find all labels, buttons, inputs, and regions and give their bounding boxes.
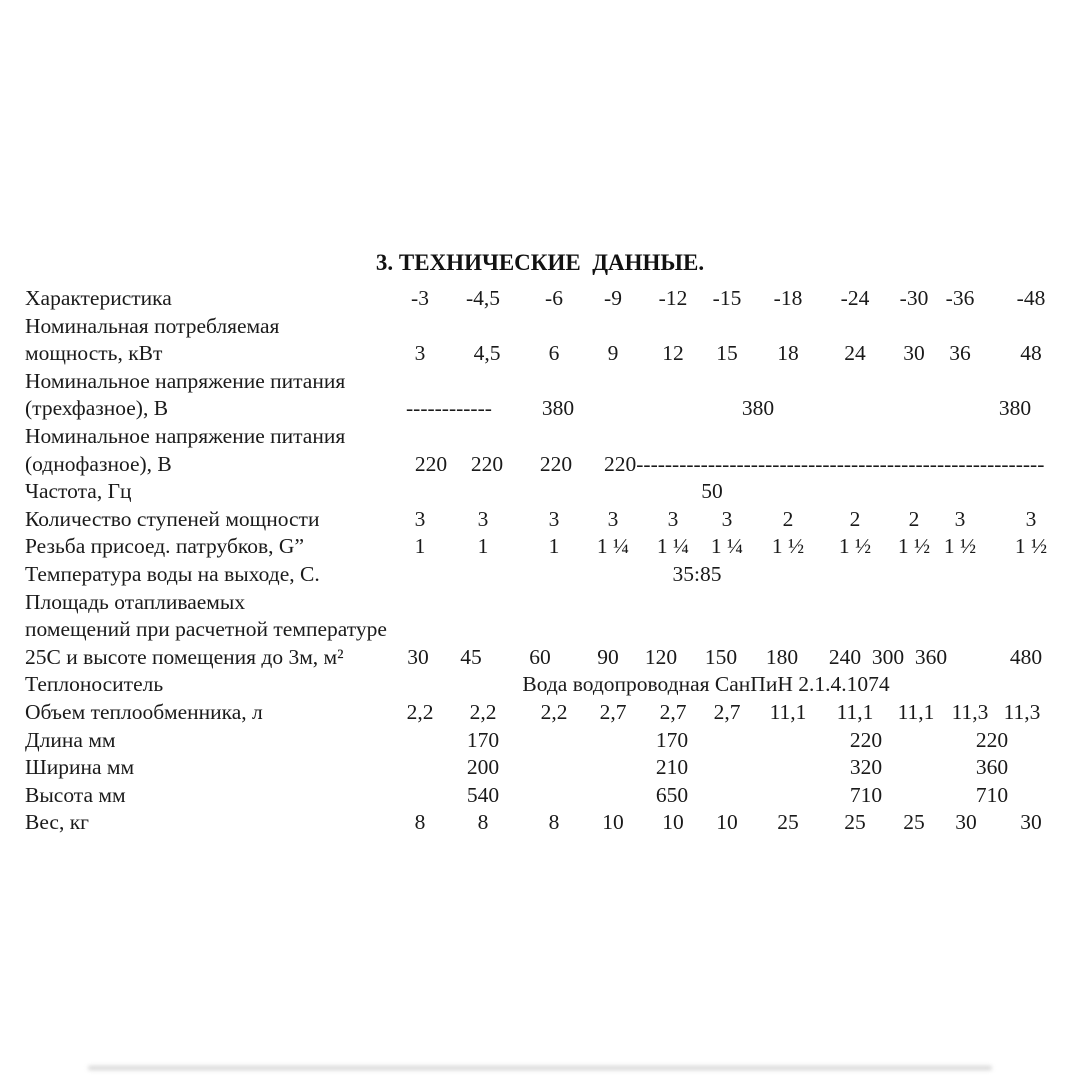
table-cell: 220 bbox=[539, 451, 573, 476]
table-row bbox=[0, 643, 1080, 671]
table-cell: 480 bbox=[1009, 644, 1043, 669]
table-cell: 3 bbox=[607, 506, 619, 531]
table-cell: 220 bbox=[975, 727, 1009, 752]
row-label: Площадь отапливаемых bbox=[25, 589, 246, 614]
table-cell: -36 bbox=[945, 286, 975, 310]
table-cell: 11,1 bbox=[897, 700, 935, 724]
table-row bbox=[0, 284, 1080, 312]
table-cell: -6 bbox=[545, 286, 563, 310]
table-cell: 48 bbox=[1020, 341, 1042, 366]
row-label: Количество ступеней мощности bbox=[25, 506, 320, 531]
table-cell: 180 bbox=[765, 644, 799, 669]
table-row bbox=[0, 781, 1080, 809]
table-row bbox=[0, 753, 1080, 781]
table-cell: 2,7 bbox=[659, 700, 687, 724]
table-cell: -24 bbox=[840, 286, 870, 310]
table-row bbox=[0, 615, 1080, 643]
table-cell: 1 bbox=[414, 534, 426, 559]
table-cell: 710 bbox=[849, 782, 883, 807]
table-cell: -4,5 bbox=[465, 286, 501, 310]
table-cell: 18 bbox=[777, 341, 799, 366]
table-cell: 320 bbox=[849, 755, 883, 780]
table-cell: 1 ¼ bbox=[710, 534, 744, 559]
table-cell: 30 bbox=[407, 644, 429, 669]
table-row bbox=[0, 450, 1080, 478]
table-cell: 12 bbox=[662, 341, 684, 366]
table-cell: 10 bbox=[602, 810, 624, 835]
row-label: Высота мм bbox=[25, 782, 126, 807]
table-cell: 6 bbox=[548, 341, 560, 366]
table-cell: 3 bbox=[548, 506, 560, 531]
row-label: Резьба присоед. патрубков, G” bbox=[25, 534, 304, 559]
table-cell: 8 bbox=[548, 810, 560, 835]
table-cell: 210 bbox=[655, 755, 689, 780]
table-row bbox=[0, 670, 1080, 698]
table-cell: 2,7 bbox=[599, 700, 627, 724]
row-label: помещений при расчетной температуре bbox=[25, 617, 387, 642]
table-cell: 3 bbox=[954, 506, 966, 531]
table-cell: -48 bbox=[1016, 286, 1046, 310]
row-label: 25С и высоте помещения до 3м, м² bbox=[25, 644, 344, 669]
row-label: Характеристика bbox=[25, 286, 172, 310]
table-cell: 170 bbox=[466, 727, 500, 752]
table-row bbox=[0, 339, 1080, 367]
table-cell: 10 bbox=[662, 810, 684, 835]
table-cell: 170 bbox=[655, 727, 689, 752]
table-cell: 150 bbox=[704, 644, 738, 669]
row-label: Теплоноситель bbox=[25, 672, 164, 697]
row-label: Ширина мм bbox=[25, 755, 135, 780]
table-cell: 25 bbox=[777, 810, 799, 835]
table-cell: 25 bbox=[844, 810, 866, 835]
table-cell: 2,7 bbox=[713, 700, 741, 724]
table-cell: 220 bbox=[414, 451, 448, 476]
row-label: Номинальное напряжение питания bbox=[25, 368, 346, 393]
table-row bbox=[0, 312, 1080, 340]
table-cell: 3 bbox=[414, 506, 426, 531]
table-cell: 120 bbox=[644, 644, 678, 669]
table-row bbox=[0, 505, 1080, 533]
row-label: Температура воды на выходе, С. bbox=[25, 562, 320, 586]
table-cell: 3 bbox=[414, 341, 426, 366]
table-cell: 710 bbox=[975, 782, 1009, 807]
table-cell: 540 bbox=[466, 782, 500, 807]
row-label: (трехфазное), В bbox=[25, 396, 169, 421]
row-label: мощность, кВт bbox=[25, 341, 163, 366]
table-cell: 3 bbox=[721, 506, 733, 531]
table-cell: 36 bbox=[949, 341, 971, 366]
table-cell: 30 bbox=[1020, 810, 1042, 835]
table-cell: -9 bbox=[604, 286, 622, 310]
table-cell: 300 bbox=[871, 644, 905, 669]
table-cell: 30 bbox=[903, 341, 925, 366]
table-cell: 650 bbox=[655, 782, 689, 807]
table-cell: 2,2 bbox=[469, 700, 497, 724]
table-cell: Вода водопроводная СанПиН 2.1.4.1074 bbox=[522, 672, 890, 697]
table-row bbox=[0, 808, 1080, 836]
table-cell: 240 bbox=[828, 644, 862, 669]
table-row bbox=[0, 560, 1080, 588]
row-label: Длина мм bbox=[25, 727, 116, 752]
table-cell: 380 bbox=[541, 396, 575, 421]
table-cell: 90 bbox=[597, 644, 619, 669]
table-cell: 25 bbox=[903, 810, 925, 835]
table-cell: 45 bbox=[460, 644, 482, 669]
row-label: (однофазное), В bbox=[25, 451, 172, 476]
table-cell: 8 bbox=[477, 810, 489, 835]
table-cell: 4,5 bbox=[473, 341, 501, 366]
table-row bbox=[0, 698, 1080, 726]
table-cell: 8 bbox=[414, 810, 426, 835]
table-cell: 50 bbox=[701, 479, 723, 504]
row-label: Объем теплообменника, л bbox=[25, 700, 263, 724]
table-cell: 11,1 bbox=[836, 700, 874, 724]
table-cell: 220 bbox=[849, 727, 883, 752]
table-row bbox=[0, 726, 1080, 754]
table-cell: 200 bbox=[466, 755, 500, 780]
row-label: Частота, Гц bbox=[25, 479, 132, 504]
row-label: Вес, кг bbox=[25, 810, 89, 835]
page-bottom-edge bbox=[88, 1066, 992, 1070]
table-cell: 2 bbox=[782, 506, 794, 531]
table-cell: 380 bbox=[741, 396, 775, 421]
table-row bbox=[0, 422, 1080, 450]
table-cell: 1 ¼ bbox=[596, 534, 630, 559]
table-cell: 2 bbox=[908, 506, 920, 531]
table-cell: 24 bbox=[844, 341, 866, 366]
table-cell: -15 bbox=[712, 286, 742, 310]
table-cell: 9 bbox=[607, 341, 619, 366]
row-label: Номинальная потребляемая bbox=[25, 313, 280, 338]
table-cell: 1 bbox=[477, 534, 489, 559]
table-cell: 1 ½ bbox=[771, 534, 805, 559]
table-cell: ------------ bbox=[406, 396, 492, 421]
table-cell: 1 ½ bbox=[943, 534, 977, 559]
table-cell: 2,2 bbox=[406, 700, 434, 724]
table-cell: 1 ¼ bbox=[656, 534, 690, 559]
table-row bbox=[0, 477, 1080, 505]
table-cell: -18 bbox=[773, 286, 803, 310]
table-cell: 15 bbox=[716, 341, 738, 366]
table-cell: 30 bbox=[955, 810, 977, 835]
table-cell: 11,1 bbox=[769, 700, 807, 724]
table-cell: 2 bbox=[849, 506, 861, 531]
table-row bbox=[0, 532, 1080, 560]
table-cell: -30 bbox=[899, 286, 929, 310]
table-cell: 1 ½ bbox=[897, 534, 931, 559]
table-cell: 60 bbox=[529, 644, 551, 669]
row-label: Номинальное напряжение питания bbox=[25, 424, 346, 448]
table-cell: 2,2 bbox=[540, 700, 568, 724]
table-cell: -12 bbox=[658, 286, 688, 310]
table-row bbox=[0, 588, 1080, 616]
table-cell: 360 bbox=[975, 755, 1009, 780]
table-row bbox=[0, 367, 1080, 395]
table-row bbox=[0, 394, 1080, 422]
table-cell: 360 bbox=[914, 644, 948, 669]
table-cell: 1 ½ bbox=[1014, 534, 1048, 559]
table-cell: 3 bbox=[477, 506, 489, 531]
table-cell: 1 bbox=[548, 534, 560, 559]
table-cell: 220--------------------------------------------------------- bbox=[604, 451, 1045, 476]
table-cell: 220 bbox=[470, 451, 504, 476]
table-cell: 11,3 bbox=[1003, 700, 1041, 724]
table-cell: -3 bbox=[411, 286, 429, 310]
table-cell: 380 bbox=[998, 396, 1032, 421]
table-cell: 3 bbox=[1025, 506, 1037, 531]
table-cell: 1 ½ bbox=[838, 534, 872, 559]
table-cell: 10 bbox=[716, 810, 738, 835]
page-title: 3. ТЕХНИЧЕСКИЕ ДАННЫЕ. bbox=[375, 250, 705, 275]
table-cell: 35:85 bbox=[672, 562, 722, 586]
table-cell: 11,3 bbox=[951, 700, 989, 724]
table-cell: 3 bbox=[667, 506, 679, 531]
